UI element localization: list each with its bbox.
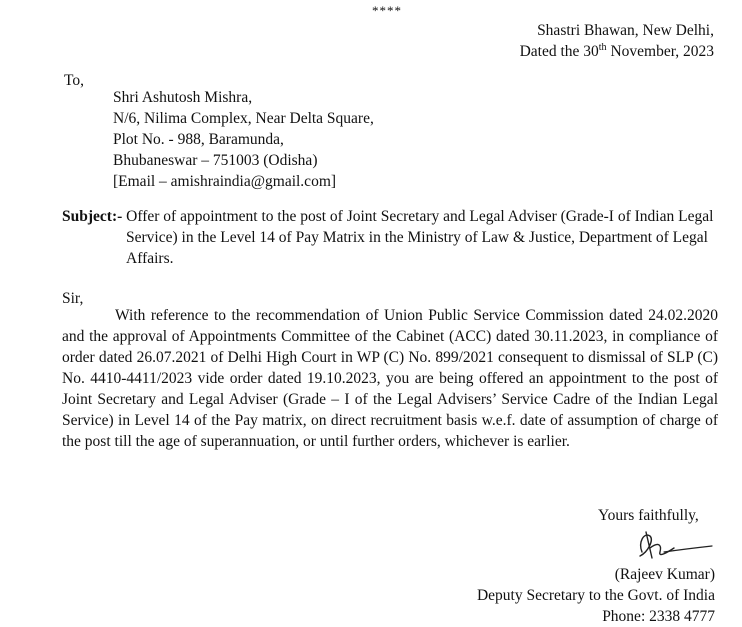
address-line: Bhubaneswar – 751003 (Odisha) [113, 152, 318, 169]
signature-icon [628, 522, 718, 568]
signatory-phone: Phone: 2338 4777 [602, 608, 715, 625]
separator-stars: **** [372, 3, 402, 18]
subject-label: Subject:- [62, 208, 123, 225]
to-label: To, [64, 72, 85, 89]
address-line: Plot No. - 988, Baramunda, [113, 131, 284, 148]
subject-text: Offer of appointment to the post of Joint Secretary and Legal Adviser (Grade-I of Indian Legal Service) in the Level 14 of Pay Matrix in the Ministry of Law & Justice, Department of Legal Affairs. [126, 208, 714, 267]
subject-block [62, 206, 716, 269]
recipient-address [113, 87, 374, 192]
body-paragraph [62, 305, 718, 452]
signatory-designation: Deputy Secretary to the Govt. of India [476, 587, 715, 604]
date-prefix: Dated the 30 [519, 43, 599, 60]
closing: Yours faithfully, [598, 507, 699, 524]
body-text: With reference to the recommendation of Union Public Service Commission dated 24.02.2020 and the approval of Appointments Committee of the Cabinet (ACC) dated 30.11.2023, in compliance of order dated 26.07.2021 of Delhi High Court in WP (C) No. 899/2021 consequent to dismissal of SLP (C) No. 4410-4411/2023 vide order dated 19.10.2023, you are being offered an appointment to the post of Joint Secretary and Legal Adviser (Grade – I of the Legal Advisers’ Service Cadre of the Indian Legal Service) in Level 14 of the Pay matrix, on direct recruitment basis w.e.f. date of assumption of charge of the post till the age of superannuation, or until further orders, whichever is earlier. [62, 307, 718, 450]
signatory-name: (Rajeev Kumar) [614, 566, 715, 583]
address-line: [Email – amishraindia@gmail.com] [113, 173, 337, 190]
salutation: Sir, [62, 290, 84, 307]
letter-date [520, 41, 714, 62]
date-suffix: November, 2023 [606, 43, 714, 60]
letter-place: Shastri Bhawan, New Delhi, [537, 22, 714, 39]
date-ordinal: th [598, 41, 607, 53]
address-line: N/6, Nilima Complex, Near Delta Square, [113, 110, 374, 127]
signatory-block [477, 564, 715, 627]
letter-place-date [520, 20, 714, 62]
address-line: Shri Ashutosh Mishra, [113, 89, 253, 106]
